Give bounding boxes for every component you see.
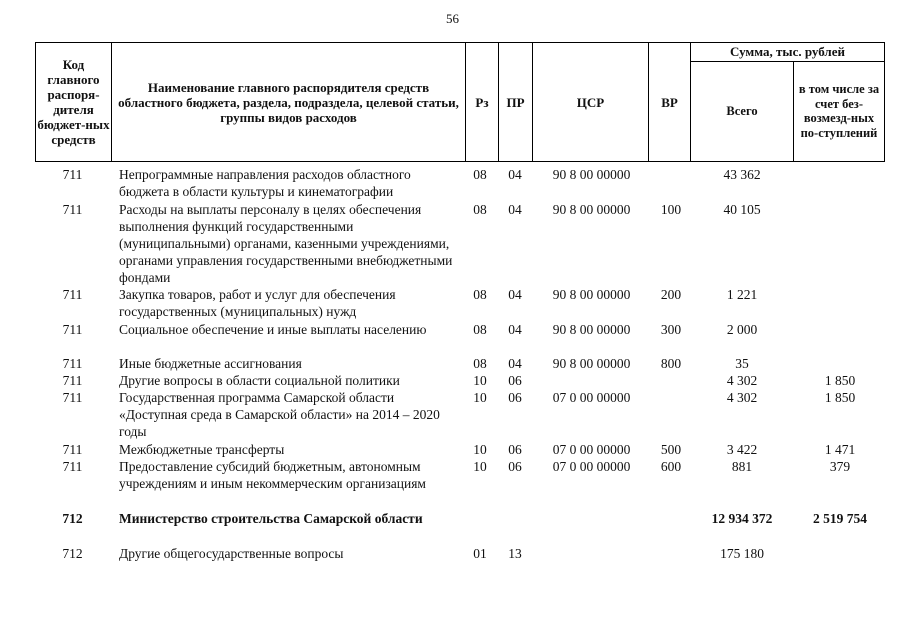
row-total: 4 302	[726, 390, 758, 405]
row-pr: 04	[508, 202, 522, 217]
row-total: 1 221	[726, 287, 758, 302]
row-name: Расходы на выплаты персоналу в целях обеспечения выполнения функций государственными (муниципальными) органами, казенными учреждениями, органами управления государственными внебюджетными фондами	[119, 202, 453, 285]
row-total: 35	[735, 356, 749, 371]
row-csr: 90 8 00 00000	[552, 167, 631, 182]
table-header	[35, 42, 885, 162]
row-name: Закупка товаров, работ и услуг для обеспечения государственных (муниципальных) нужд	[119, 287, 396, 319]
row-total: 4 302	[726, 373, 758, 388]
row-name: Межбюджетные трансферты	[119, 442, 285, 457]
header-bez: в том числе за счет без-возмезд-ных по-ступлений	[798, 82, 880, 140]
row-name: Другие вопросы в области социальной политики	[119, 373, 400, 388]
row-name: Непрограммные направления расходов областного бюджета в области культуры и кинематографии	[119, 167, 411, 199]
header-sum: Сумма, тыс. рублей	[691, 43, 884, 62]
row-rz: 08	[473, 202, 487, 217]
row-csr: 90 8 00 00000	[552, 356, 631, 371]
row-rz: 10	[473, 442, 487, 457]
row-code: 711	[62, 459, 83, 474]
row-code: 711	[62, 167, 83, 182]
row-total: 881	[731, 459, 753, 474]
header-csr: ЦСР	[533, 43, 649, 161]
row-code: 711	[62, 356, 83, 371]
page-number: 56	[446, 11, 459, 26]
row-rz: 10	[473, 459, 487, 474]
row-total: 175 180	[720, 546, 764, 561]
row-vr: 300	[660, 322, 682, 337]
row-bez: 1 471	[824, 442, 856, 457]
row-code: 711	[62, 373, 83, 388]
row-pr: 06	[508, 390, 522, 405]
row-bez: 1 850	[824, 390, 856, 405]
row-code: 712	[62, 546, 83, 561]
row-bez: 2 519 754	[813, 511, 867, 526]
header-rz: Рз	[466, 43, 499, 161]
row-pr: 06	[508, 459, 522, 474]
row-pr: 04	[508, 322, 522, 337]
row-csr: 90 8 00 00000	[552, 287, 631, 302]
row-vr: 800	[660, 356, 682, 371]
row-name: Социальное обеспечение и иные выплаты населению	[119, 322, 427, 337]
row-code: 711	[62, 442, 83, 457]
row-csr: 90 8 00 00000	[552, 322, 631, 337]
row-rz: 08	[473, 287, 487, 302]
row-csr: 07 0 00 00000	[552, 459, 631, 474]
header-total: Всего	[691, 61, 794, 161]
row-vr: 100	[660, 202, 682, 217]
row-code: 711	[62, 322, 83, 337]
header-sum-group	[691, 43, 884, 161]
row-pr: 06	[508, 442, 522, 457]
row-bez: 379	[829, 459, 851, 474]
row-pr: 06	[508, 373, 522, 388]
row-pr: 04	[508, 287, 522, 302]
row-rz: 10	[473, 373, 487, 388]
header-vr: ВР	[649, 43, 691, 161]
row-vr: 600	[660, 459, 682, 474]
row-bez: 1 850	[824, 373, 856, 388]
row-vr: 500	[660, 442, 682, 457]
row-name: Предоставление субсидий бюджетным, автономным учреждениям и иным некоммерческим организациям	[119, 459, 426, 491]
row-pr: 04	[508, 356, 522, 371]
row-vr: 200	[660, 287, 682, 302]
row-rz: 08	[473, 356, 487, 371]
row-code: 712	[62, 511, 83, 526]
row-rz: 10	[473, 390, 487, 405]
row-code: 711	[62, 390, 83, 405]
row-csr: 07 0 00 00000	[552, 442, 631, 457]
row-total: 2 000	[726, 322, 758, 337]
row-name: Министерство строительства Самарской области	[119, 511, 423, 526]
row-rz: 08	[473, 167, 487, 182]
row-total: 43 362	[723, 167, 761, 182]
row-total: 3 422	[726, 442, 758, 457]
header-name: Наименование главного распорядителя средств областного бюджета, раздела, подраздела, целевой статьи, группы видов расходов	[112, 43, 466, 161]
row-pr: 04	[508, 167, 522, 182]
row-total: 40 105	[723, 202, 761, 217]
row-csr: 90 8 00 00000	[552, 202, 631, 217]
row-pr: 13	[508, 546, 522, 561]
row-rz: 08	[473, 322, 487, 337]
row-code: 711	[62, 287, 83, 302]
header-code: Код главного распоря-дителя бюджет-ных средств	[36, 43, 112, 161]
row-rz: 01	[473, 546, 487, 561]
row-csr: 07 0 00 00000	[552, 390, 631, 405]
row-name: Иные бюджетные ассигнования	[119, 356, 302, 371]
row-code: 711	[62, 202, 83, 217]
row-name: Другие общегосударственные вопросы	[119, 546, 344, 561]
header-pr: ПР	[499, 43, 533, 161]
row-name: Государственная программа Самарской области «Доступная среда в Самарской области» на 2014 – 2020 годы	[119, 390, 440, 439]
row-total: 12 934 372	[711, 511, 773, 526]
